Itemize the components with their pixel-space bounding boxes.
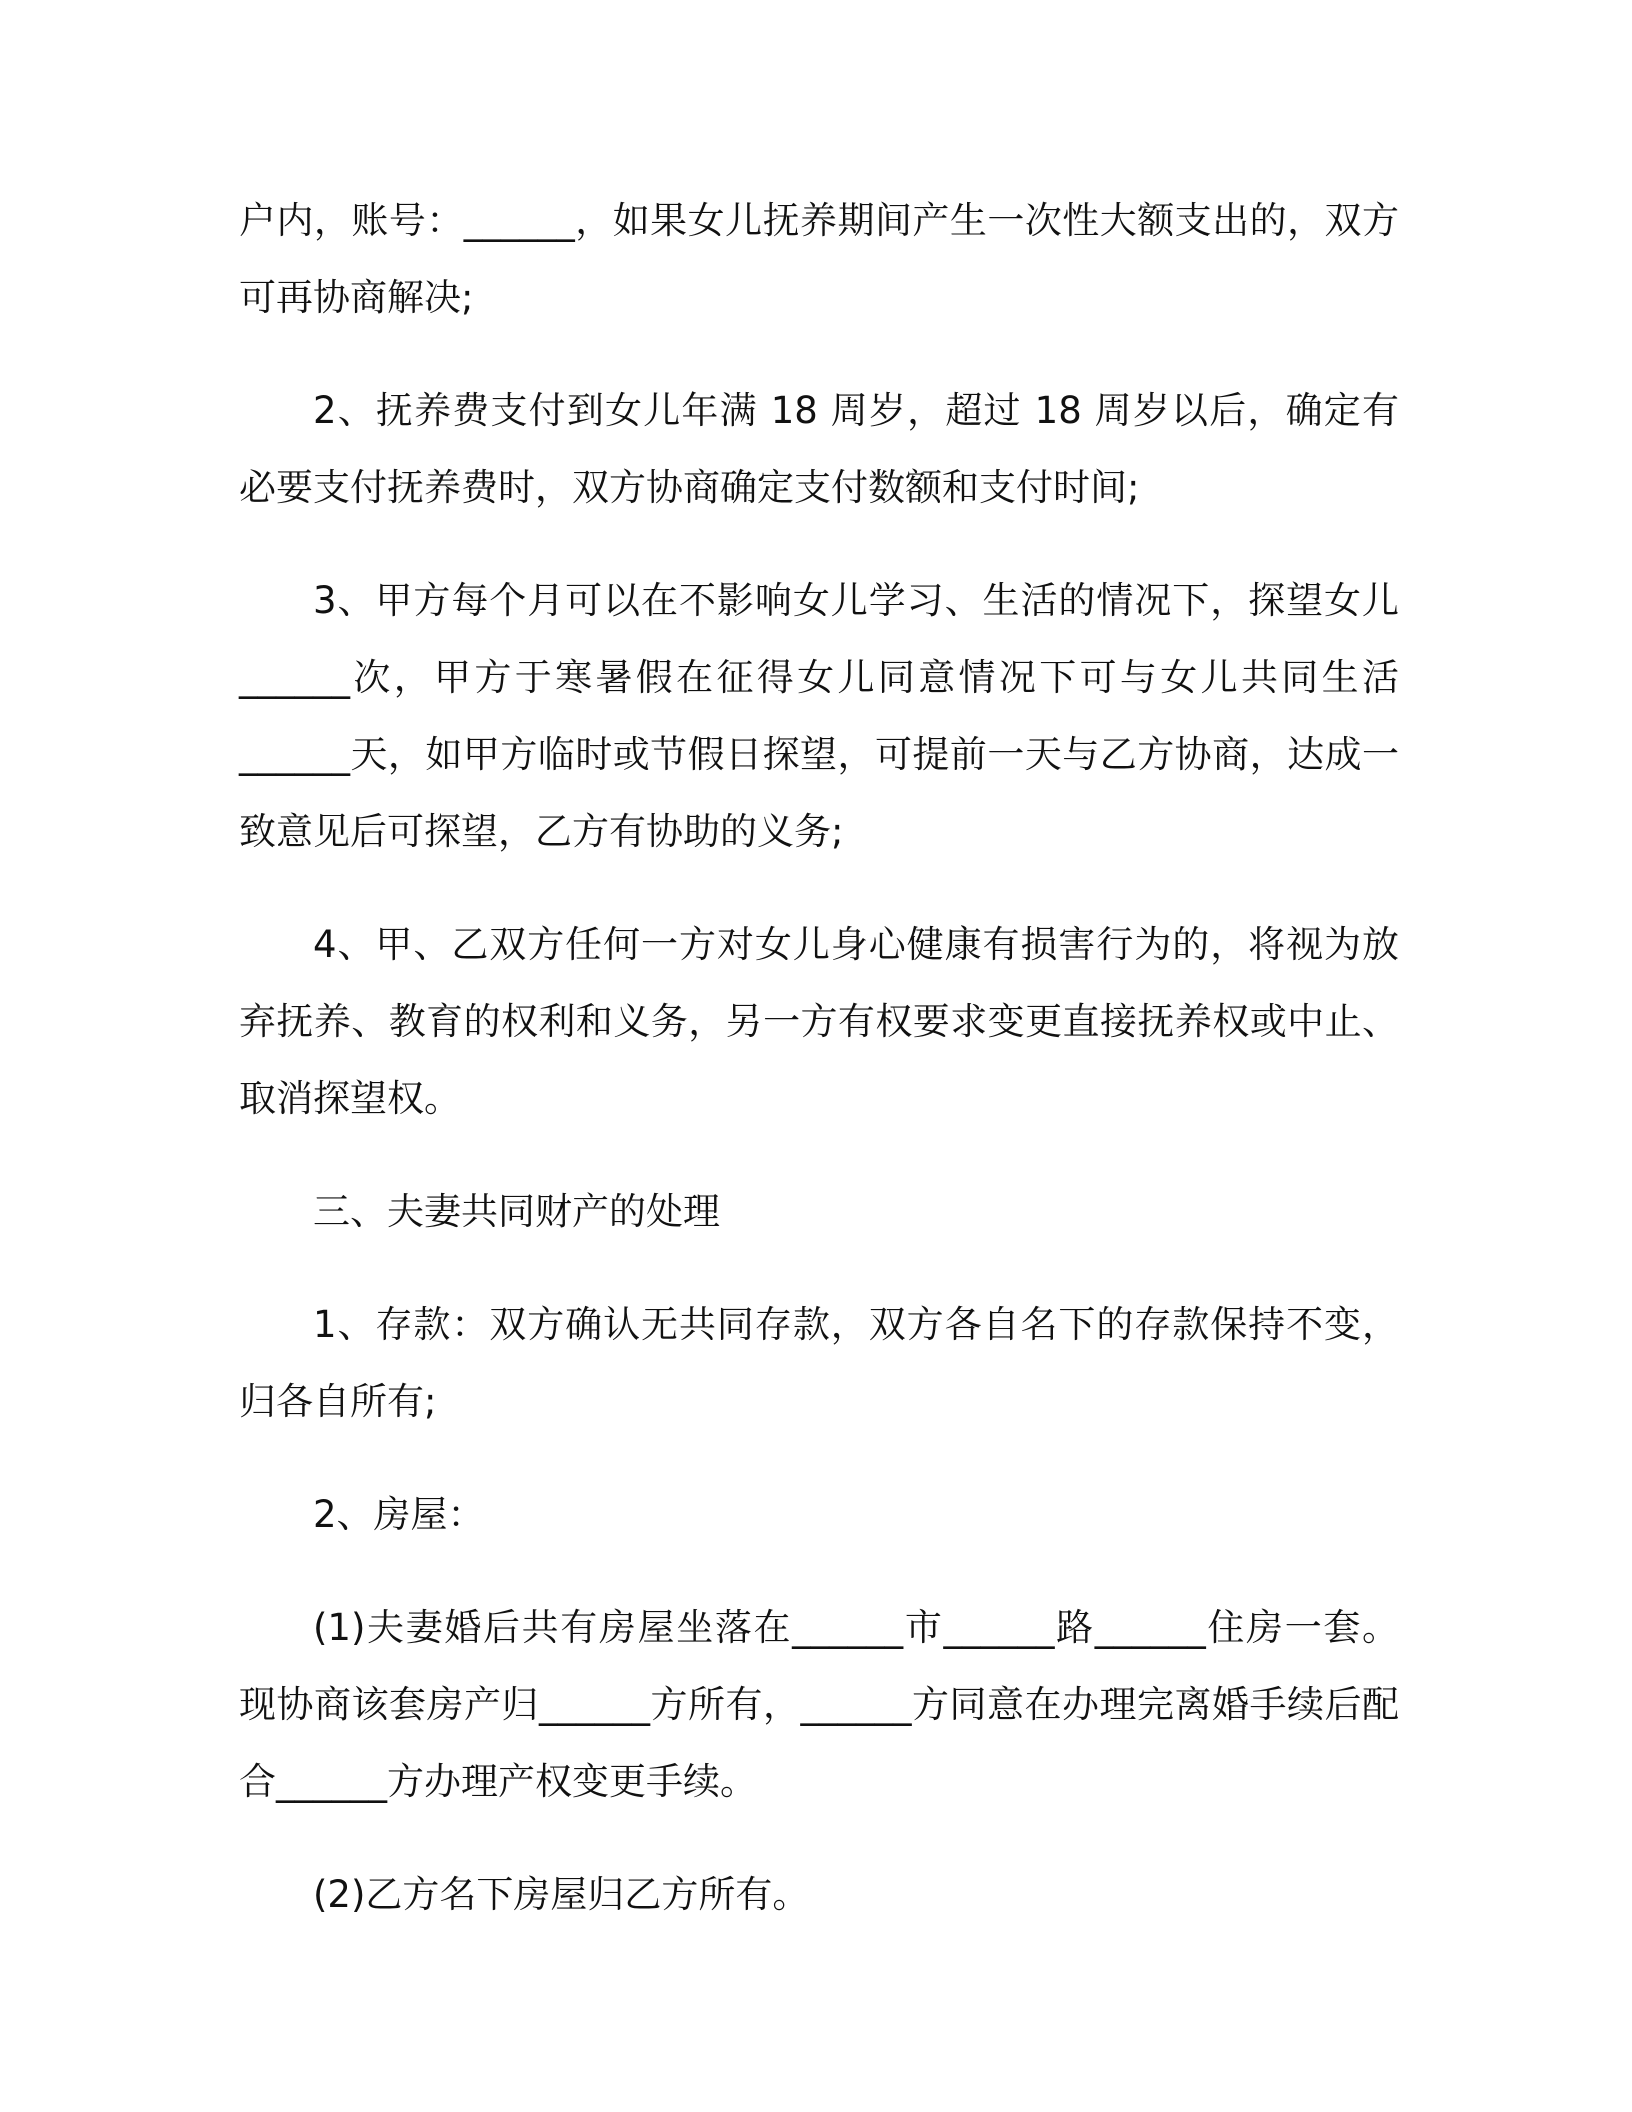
section-heading-property: 三、夫妻共同财产的处理 [313, 1190, 720, 1233]
paragraph-visitation: 3、甲方每个月可以在不影响女儿学习、生活的情况下，探望女儿______次，甲方于寒暑假在征得女儿同意情况下可与女儿共同生活______天，如甲方临时或节假日探望，可提前一天与乙方协商，达成一致意见后可探望，乙方有协助的义务; [239, 579, 1399, 853]
paragraph-deposits: 1、存款：双方确认无共同存款，双方各自名下的存款保持不变，归各自所有; [239, 1303, 1399, 1423]
paragraph-harm-clause: 4、甲、乙双方任何一方对女儿身心健康有损害行为的，将视为放弃抚养、教育的权利和义务，另一方有权要求变更直接抚养权或中止、取消探望权。 [239, 923, 1399, 1120]
paragraph-joint-house: (1)夫妻婚后共有房屋坐落在______市______路______住房一套。现协商该套房产归______方所有，______方同意在办理完离婚手续后配合______方办理产权变更手续。 [239, 1606, 1399, 1803]
paragraph-support-period: 2、抚养费支付到女儿年满 18 周岁，超过 18 周岁以后，确定有必要支付抚养费时，双方协商确定支付数额和支付时间; [239, 389, 1399, 509]
document-body [239, 182, 1399, 1969]
paragraph-party-b-house: (2)乙方名下房屋归乙方所有。 [313, 1873, 810, 1916]
paragraph-continuation: 户内，账号：______，如果女儿抚养期间产生一次性大额支出的，双方可再协商解决; [239, 199, 1399, 319]
paragraph-housing-heading: 2、房屋： [313, 1493, 485, 1536]
